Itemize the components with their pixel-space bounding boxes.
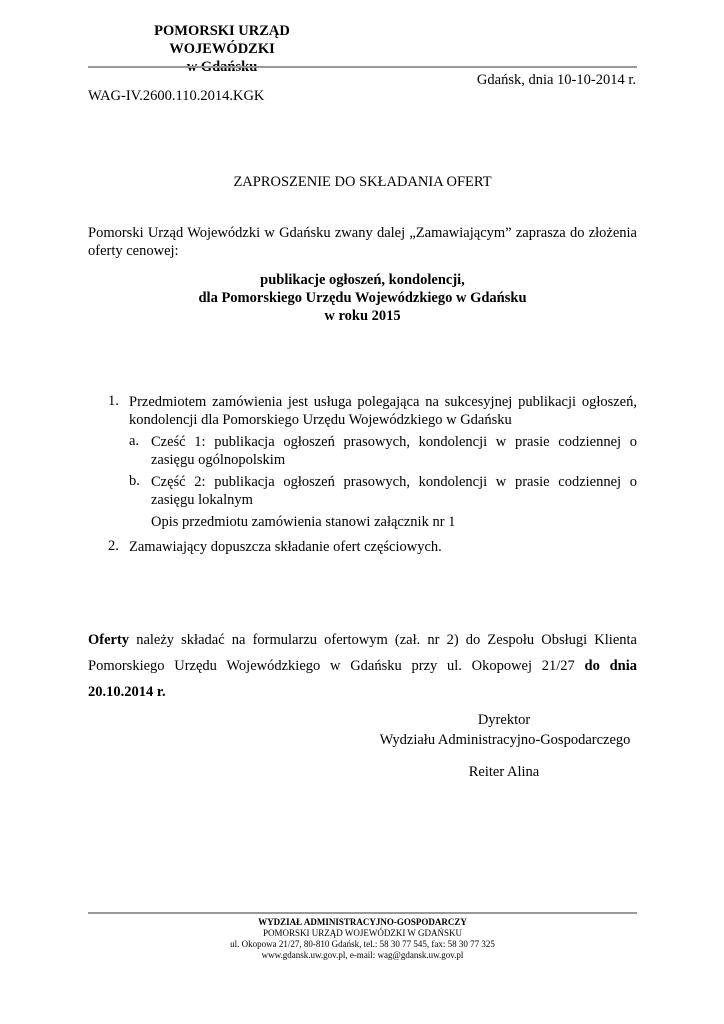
item-number: 1. bbox=[108, 393, 119, 409]
subject-line-3: w roku 2015 bbox=[324, 308, 401, 324]
offers-label: Oferty bbox=[88, 632, 130, 648]
offers-paragraph bbox=[88, 627, 637, 705]
footer-divider bbox=[88, 912, 637, 914]
attachment-note: Opis przedmiotu zamówienia stanowi załącznik nr 1 bbox=[151, 514, 456, 530]
list-item: Zamawiający dopuszcza składanie ofert częściowych. bbox=[129, 539, 442, 555]
footer-address: ul. Okopowa 21/27, 80-810 Gdańsk, tel.: 58 30 77 545, fax: 58 30 77 325 bbox=[230, 939, 495, 949]
signature-role: Dyrektor bbox=[477, 712, 531, 728]
intro-paragraph: Pomorski Urząd Wojewódzki w Gdańsku zwany dalej „Zamawiającym” zaprasza do złożenia oferty cenowej: bbox=[88, 225, 637, 259]
subitem-letter: b. bbox=[129, 473, 140, 489]
footer-department: WYDZIAŁ ADMINISTRACYJNO-GOSPODARCZY bbox=[258, 917, 467, 927]
reference-number: WAG-IV.2600.110.2014.KGK bbox=[88, 88, 265, 104]
footer bbox=[88, 917, 637, 961]
place-date: Gdańsk, dnia 10-10-2014 r. bbox=[476, 72, 636, 88]
signature-department: Wydziału Administracyjno-Gospodarczego bbox=[379, 732, 631, 748]
offers-body: należy składać na formularzu ofertowym (zał. nr 2) do Zespołu Obsługi Klienta Pomorskiego Urzędu Wojewódzkiego w Gdańsku przy ul. Okopowej 21/27 bbox=[88, 632, 637, 674]
footer-office: POMORSKI URZĄD WOJEWÓDZKI W GDAŃSKU bbox=[262, 928, 462, 938]
sub-list-item: Cześć 1: publikacja ogłoszeń prasowych, kondolencji w prasie codziennej o zasięgu ogólnopolskim bbox=[151, 434, 637, 468]
subject-block bbox=[88, 271, 637, 325]
header-divider bbox=[88, 66, 637, 68]
list-item: Przedmiotem zamówienia jest usługa polegająca na sukcesyjnej publikacji ogłoszeń, kondolencji dla Pomorskiego Urzędu Wojewódzkiego w Gdańsku bbox=[129, 394, 637, 428]
signature-name: Reiter Alina bbox=[468, 764, 540, 780]
org-city: w Gdańsku bbox=[186, 59, 258, 75]
subitem-letter: a. bbox=[129, 433, 140, 449]
sub-list-item: Część 2: publikacja ogłoszeń prasowych, kondolencji w prasie codziennej o zasięgu lokalnym bbox=[151, 474, 637, 508]
subject-line-1: publikacje ogłoszeń, kondolencji, bbox=[260, 272, 465, 288]
document-title: ZAPROSZENIE DO SKŁADANIA OFERT bbox=[233, 174, 492, 190]
footer-contact: www.gdansk.uw.gov.pl, e-mail: wag@gdansk.uw.gov.pl bbox=[261, 950, 464, 960]
subject-line-2: dla Pomorskiego Urzędu Wojewódzkiego w Gdańsku bbox=[198, 290, 527, 306]
org-name: POMORSKI URZĄD WOJEWÓDZKI bbox=[154, 23, 290, 57]
offers-deadline: do dnia 20.10.2014 r. bbox=[88, 658, 637, 700]
item-number: 2. bbox=[108, 538, 119, 554]
